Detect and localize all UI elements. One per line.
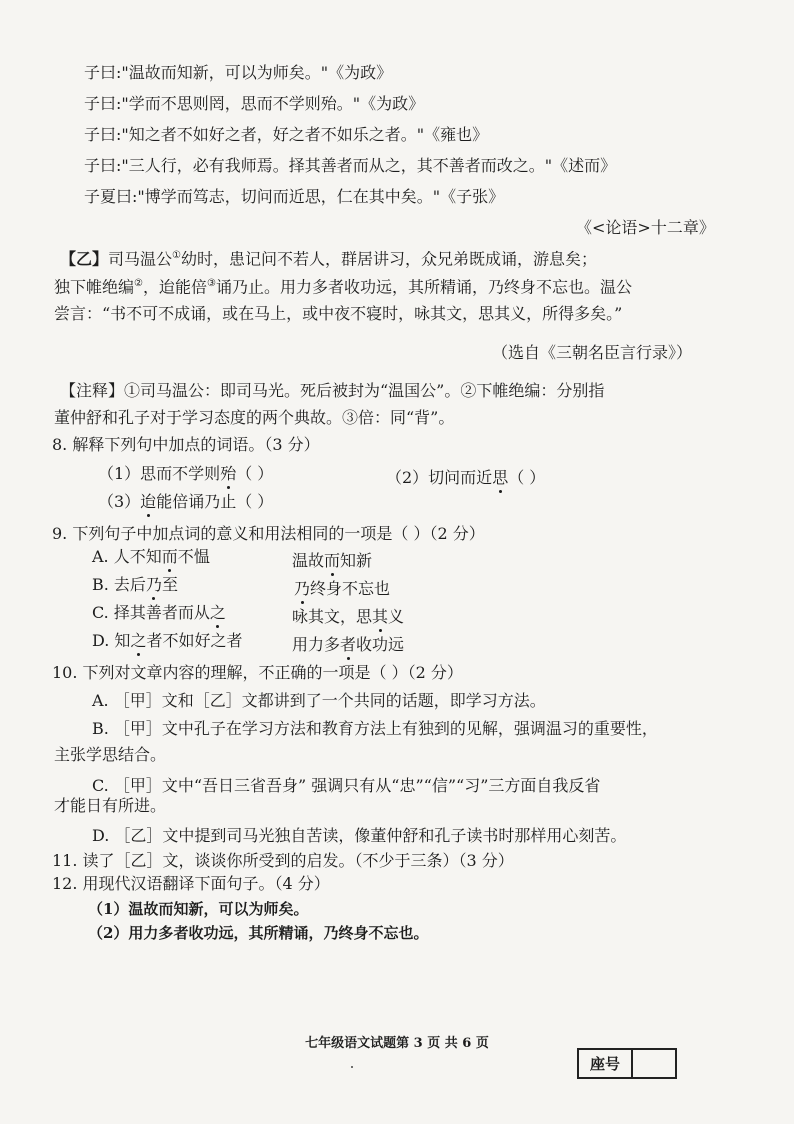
q9-a1-dotted-word: 而 bbox=[161, 547, 178, 566]
q8-item-3 bbox=[98, 491, 273, 513]
q9-b1-post: 至 bbox=[161, 575, 178, 594]
q9-option-b-right bbox=[294, 578, 390, 600]
q9-b1-dotted-word: 乃 bbox=[145, 575, 162, 594]
q9-d2-dotted-word: 者 bbox=[340, 635, 357, 654]
q8-item-3-text: （3） bbox=[98, 492, 141, 511]
yi-line-1 bbox=[60, 245, 597, 270]
q9-a2-post: 知新 bbox=[340, 551, 373, 570]
q9-option-d-right bbox=[292, 634, 404, 656]
jia-line-5: 子夏曰:"博学而笃志，切问而近思，仁在其中矣。"《子张》 bbox=[84, 187, 505, 206]
q8-stem: 8. 解释下列句中加点的词语。（3 分） bbox=[52, 435, 320, 454]
yi-text-2a: 独下帷绝编 bbox=[54, 277, 135, 297]
note-mark-1: ① bbox=[172, 250, 181, 261]
q10-option-c-line-1: C. ［甲］文中“吾日三省吾身” 强调只有从“忠”“信”“习”三方面自我反省 bbox=[92, 776, 601, 795]
q12-sentence-2: （2）用力多者收功远，其所精诵，乃终身不忘也。 bbox=[88, 924, 429, 942]
q9-option-d-left bbox=[92, 630, 242, 652]
seat-number-label: 座号 bbox=[579, 1050, 633, 1077]
notes-line-2: 董仲舒和孔子对于学习态度的两个典故。③倍：同“背”。 bbox=[54, 408, 455, 427]
q9-option-c-left bbox=[92, 602, 226, 624]
q10-option-b-line-2: 主张学思结合。 bbox=[54, 745, 167, 764]
q9-c1-dotted-word: 之 bbox=[209, 603, 226, 622]
q12-sentence-1: （1）温故而知新，可以为师矣。 bbox=[88, 900, 309, 918]
seat-number-box bbox=[577, 1048, 677, 1079]
q9-d2-pre: 用力多 bbox=[292, 635, 341, 654]
q9-stem: 9. 下列句子中加点词的意义和用法相同的一项是（ ）（2 分） bbox=[52, 524, 485, 543]
q8-item-3-dotted-word: 迨 bbox=[140, 492, 157, 511]
q9-d2-post: 收功远 bbox=[356, 635, 405, 654]
q9-b1-pre: B. 去后 bbox=[92, 575, 146, 594]
q9-c2-dotted-word: 其 bbox=[372, 607, 389, 626]
q8-item-2-dotted-word: 思 bbox=[492, 468, 509, 487]
q8-item-3-blank: 能倍诵乃止（ ） bbox=[156, 492, 274, 511]
note-mark-2: ② bbox=[134, 278, 143, 289]
yi-line-2 bbox=[54, 273, 632, 298]
q8-item-1-blank: （ ） bbox=[236, 464, 274, 483]
q9-c1-pre: C. 择其善者而从 bbox=[92, 603, 210, 622]
q9-a1-post: 不愠 bbox=[177, 547, 210, 566]
q9-c2-pre: 咏其文，思 bbox=[292, 607, 373, 626]
notes-line-1: 【注释】①司马温公：即司马光。死后被封为“温国公”。②下帷绝编：分别指 bbox=[60, 381, 605, 400]
page-footer: 七年级语文试题第 3 页 共 6 页 bbox=[305, 1036, 489, 1051]
q10-option-a: A. ［甲］文和［乙］文都讲到了一个共同的话题，即学习方法。 bbox=[92, 691, 546, 710]
q10-stem: 10. 下列对文章内容的理解，不正确的一项是（ ）（2 分） bbox=[52, 663, 463, 682]
q9-b2-post: 终身不忘也 bbox=[310, 579, 391, 598]
q11-stem: 11. 读了［乙］文，谈谈你所受到的启发。（不少于三条）（3 分） bbox=[52, 851, 514, 870]
q10-option-d: D. ［乙］文中提到司马光独自苦读，像董仲舒和孔子读书时那样用心刻苦。 bbox=[92, 826, 627, 845]
jia-line-2: 子曰:"学而不思则罔，思而不学则殆。"《为政》 bbox=[84, 94, 425, 113]
q9-a2-pre: 温故 bbox=[292, 551, 325, 570]
yi-text-1b: 幼时，患记问不若人，群居讲习，众兄弟既成诵，游息矣； bbox=[181, 249, 598, 269]
q8-item-2-text: （2）切问而近 bbox=[386, 468, 493, 487]
yi-line-3: 尝言：“书不可不成诵，或在马上，或中夜不寝时，咏其文，思其义，所得多矣。” bbox=[54, 304, 623, 323]
yi-text-2c: 诵乃止。用力多者收功远，其所精诵，乃终身不忘也。温公 bbox=[215, 277, 632, 297]
q12-stem: 12. 用现代汉语翻译下面句子。（4 分） bbox=[52, 874, 330, 893]
q10-option-c-line-2: 才能日有所进。 bbox=[54, 796, 167, 815]
seat-number-field[interactable] bbox=[633, 1050, 675, 1077]
q8-item-1 bbox=[98, 463, 273, 485]
q8-item-2-blank: （ ） bbox=[508, 468, 546, 487]
yi-label: 【乙】 bbox=[60, 249, 109, 269]
q9-a2-dotted-word: 而 bbox=[324, 551, 341, 570]
q9-option-b-left bbox=[92, 574, 178, 596]
yi-text-1a: 司马温公 bbox=[108, 249, 173, 269]
q9-d1-post: 者不如好之者 bbox=[146, 631, 243, 650]
q9-option-a-left bbox=[92, 546, 210, 568]
q9-b2-dotted-word: 乃 bbox=[294, 579, 311, 598]
yi-text-2b: ，迨能倍 bbox=[142, 277, 207, 297]
q8-item-2 bbox=[386, 467, 545, 489]
q9-c2-post: 义 bbox=[388, 607, 405, 626]
q8-item-1-dotted-word: 殆 bbox=[220, 464, 237, 483]
jia-line-3: 子曰:"知之者不如好之者，好之者不如乐之者。"《雍也》 bbox=[84, 125, 489, 144]
jia-line-1: 子曰:"温故而知新，可以为师矣。"《为政》 bbox=[84, 63, 393, 82]
jia-source: 《<论语>十二章》 bbox=[576, 218, 715, 237]
yi-source: （选自《三朝名臣言行录》） bbox=[492, 343, 693, 362]
q10-option-b-line-1: B. ［甲］文中孔子在学习方法和教育方法上有独到的见解，强调温习的重要性， bbox=[92, 719, 658, 738]
print-speck bbox=[351, 1066, 353, 1068]
q9-option-c-right bbox=[292, 606, 404, 628]
q9-a1-pre: A. 人不知 bbox=[92, 547, 162, 566]
jia-line-4: 子曰:"三人行，必有我师焉。择其善者而从之，其不善者而改之。"《述而》 bbox=[84, 156, 617, 175]
q9-d1-pre: D. 知 bbox=[92, 631, 131, 650]
q8-item-1-text: （1）思而不学则 bbox=[98, 464, 221, 483]
q9-d1-dotted-word: 之 bbox=[130, 631, 147, 650]
q9-option-a-right bbox=[292, 550, 372, 572]
note-mark-3: ③ bbox=[207, 278, 216, 289]
